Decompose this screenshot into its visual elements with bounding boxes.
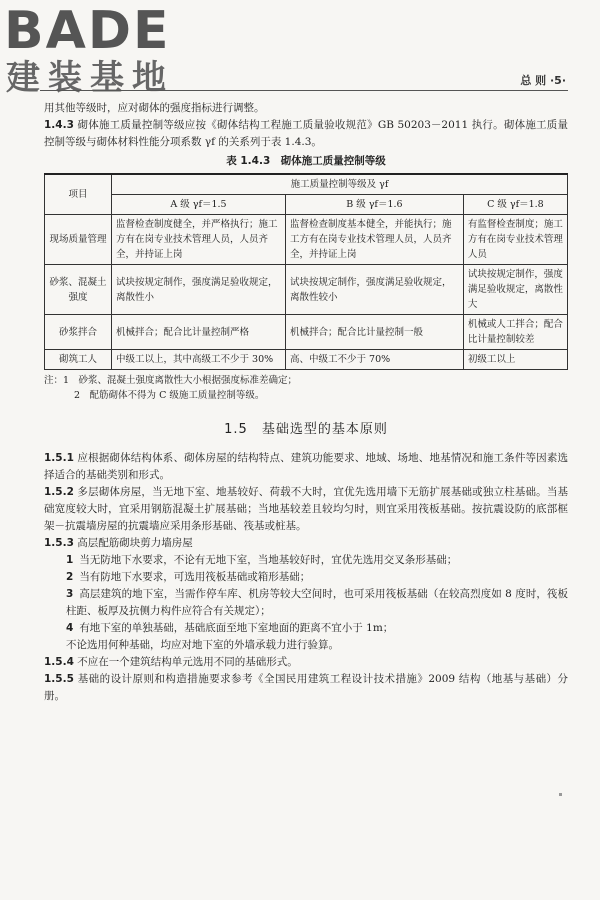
list-item [44, 552, 568, 569]
table-row [45, 215, 568, 265]
table-notes [44, 373, 568, 403]
clause-text: 高层配筋砌块剪力墙房屋 [77, 537, 193, 549]
page-speck [559, 793, 562, 796]
table-cell: 监督检查制度基本健全，并能执行；施工方有在岗专业技术管理人员，人员齐全，并持证上岗 [286, 215, 464, 265]
clause-number: 1.4.3 [44, 119, 74, 131]
table-cell: 试块按规定制作，强度满足验收规定，离散性小 [112, 265, 286, 315]
row-label: 砌筑工人 [45, 350, 112, 370]
clause-text: 砌体施工质量控制等级应按《砌体结构工程施工质量验收规范》GB 50203－2011 执行。砌体施工质量控制等级与砌体材料性能分项系数 γf 的关系列于表 1.4.3。 [44, 119, 569, 148]
list-item [44, 569, 568, 586]
intro-line: 用其他等级时，应对砌体的强度指标进行调整。 [44, 102, 265, 114]
table-title: 表 1.4.3 砌体施工质量控制等级 [226, 155, 386, 167]
page-body [44, 100, 568, 705]
item-number: 4 [66, 622, 74, 634]
logo-wordmark: BADE [4, 1, 171, 61]
table-note: 2 配筋砌体不得为 C 级施工质量控制等级。 [74, 390, 265, 401]
logo-chinese-name: 建装基地 [6, 58, 174, 98]
clause-1-5-2 [44, 484, 568, 535]
clause-number: 1.5.1 [44, 452, 74, 464]
item-number: 3 [66, 588, 74, 600]
row-label: 现场质量管理 [45, 215, 112, 265]
clause-number: 1.5.5 [44, 673, 74, 685]
list-item [44, 586, 568, 620]
table-cell: 机械或人工拌合；配合比计量控制较差 [463, 315, 567, 350]
table-cell: 试块按规定制作，强度满足验收规定，离散性大 [463, 265, 567, 315]
section-heading: 1.5 基础选型的基本原则 [224, 422, 388, 437]
table-header-level-c: C 级 γf＝1.8 [463, 195, 567, 215]
clause-1-4-3 [44, 117, 568, 151]
clause-number: 1.5.4 [44, 656, 74, 668]
table-header-group: 施工质量控制等级及 γf [112, 174, 568, 195]
clause-text: 基础的设计原则和构造措施要求参考《全国民用建筑工程设计技术措施》2009 结构（地基与基础）分册。 [44, 673, 568, 702]
item-text: 有地下室的单独基础，基础底面至地下室地面的距离不宜小于 1m； [79, 622, 394, 634]
item-number: 2 [66, 571, 74, 583]
table-note: 注：1 砂浆、混凝土强度离散性大小根据强度标准差确定； [44, 375, 298, 386]
table-row [45, 315, 568, 350]
clause-1-5-4 [44, 654, 568, 671]
table-cell: 中级工以上，其中高级工不少于 30% [112, 350, 286, 370]
table-header-item: 项目 [45, 174, 112, 215]
item-number: 1 [66, 554, 74, 566]
clause-text: 多层砌体房屋，当无地下室、地基较好、荷载不大时，宜优先选用墙下无筋扩展基础或独立柱基础。当基础宽度较大时，宜采用钢筋混凝土扩展基础；当地基较差且较均匀时，则宜采用筏板基础。按抗震设防的底部框架－抗震墙房屋的抗震墙应采用条形基础、筏基或桩基。 [44, 486, 569, 532]
clause-1-5-3 [44, 535, 568, 552]
row-label: 砂浆拌合 [45, 315, 112, 350]
item-text: 高层建筑的地下室，当需作停车库、机房等较大空间时，也可采用筏板基础（在较高烈度如 8 度时，筏板柱距、板厚及抗侧力构件应符合有关规定）； [66, 588, 568, 617]
quality-control-table [44, 173, 568, 370]
table-cell: 初级工以上 [463, 350, 567, 370]
table-header-level-b: B 级 γf＝1.6 [286, 195, 464, 215]
table-header-level-a: A 级 γf＝1.5 [112, 195, 286, 215]
table-cell: 有监督检查制度；施工方有在岗专业技术管理人员 [463, 215, 567, 265]
clause-1-5-5 [44, 671, 568, 705]
table-row [45, 265, 568, 315]
running-header: 总 则 ·5· [520, 74, 566, 87]
row-label: 砂浆、混凝土强度 [45, 265, 112, 315]
list-item [44, 620, 568, 637]
clause-number: 1.5.3 [44, 537, 74, 549]
table-cell: 机械拌合；配合比计量控制一般 [286, 315, 464, 350]
table-cell: 高、中级工不少于 70% [286, 350, 464, 370]
clause-tail: 不论选用何种基础，均应对地下室的外墙承载力进行验算。 [66, 639, 339, 651]
table-cell: 试块按规定制作，强度满足验收规定，离散性较小 [286, 265, 464, 315]
item-text: 当有防地下水要求，可选用筏板基础或箱形基础； [79, 571, 311, 583]
clause-text: 不应在一个建筑结构单元选用不同的基础形式。 [77, 656, 298, 668]
clause-1-5-1 [44, 450, 568, 484]
table-row [45, 350, 568, 370]
table-cell: 监督检查制度健全，并严格执行；施工方有在岗专业技术管理人员，人员齐全，并持证上岗 [112, 215, 286, 265]
clause-number: 1.5.2 [44, 486, 74, 498]
item-text: 当无防地下水要求，不论有无地下室，当地基较好时，宜优先选用交叉条形基础； [79, 554, 458, 566]
header-rule [40, 90, 568, 91]
clause-text: 应根据砌体结构体系、砌体房屋的结构特点、建筑功能要求、地域、场地、地基情况和施工条件等因素选择适合的基础类别和形式。 [44, 452, 569, 481]
bade-logo [4, 1, 184, 98]
table-cell: 机械拌合；配合比计量控制严格 [112, 315, 286, 350]
